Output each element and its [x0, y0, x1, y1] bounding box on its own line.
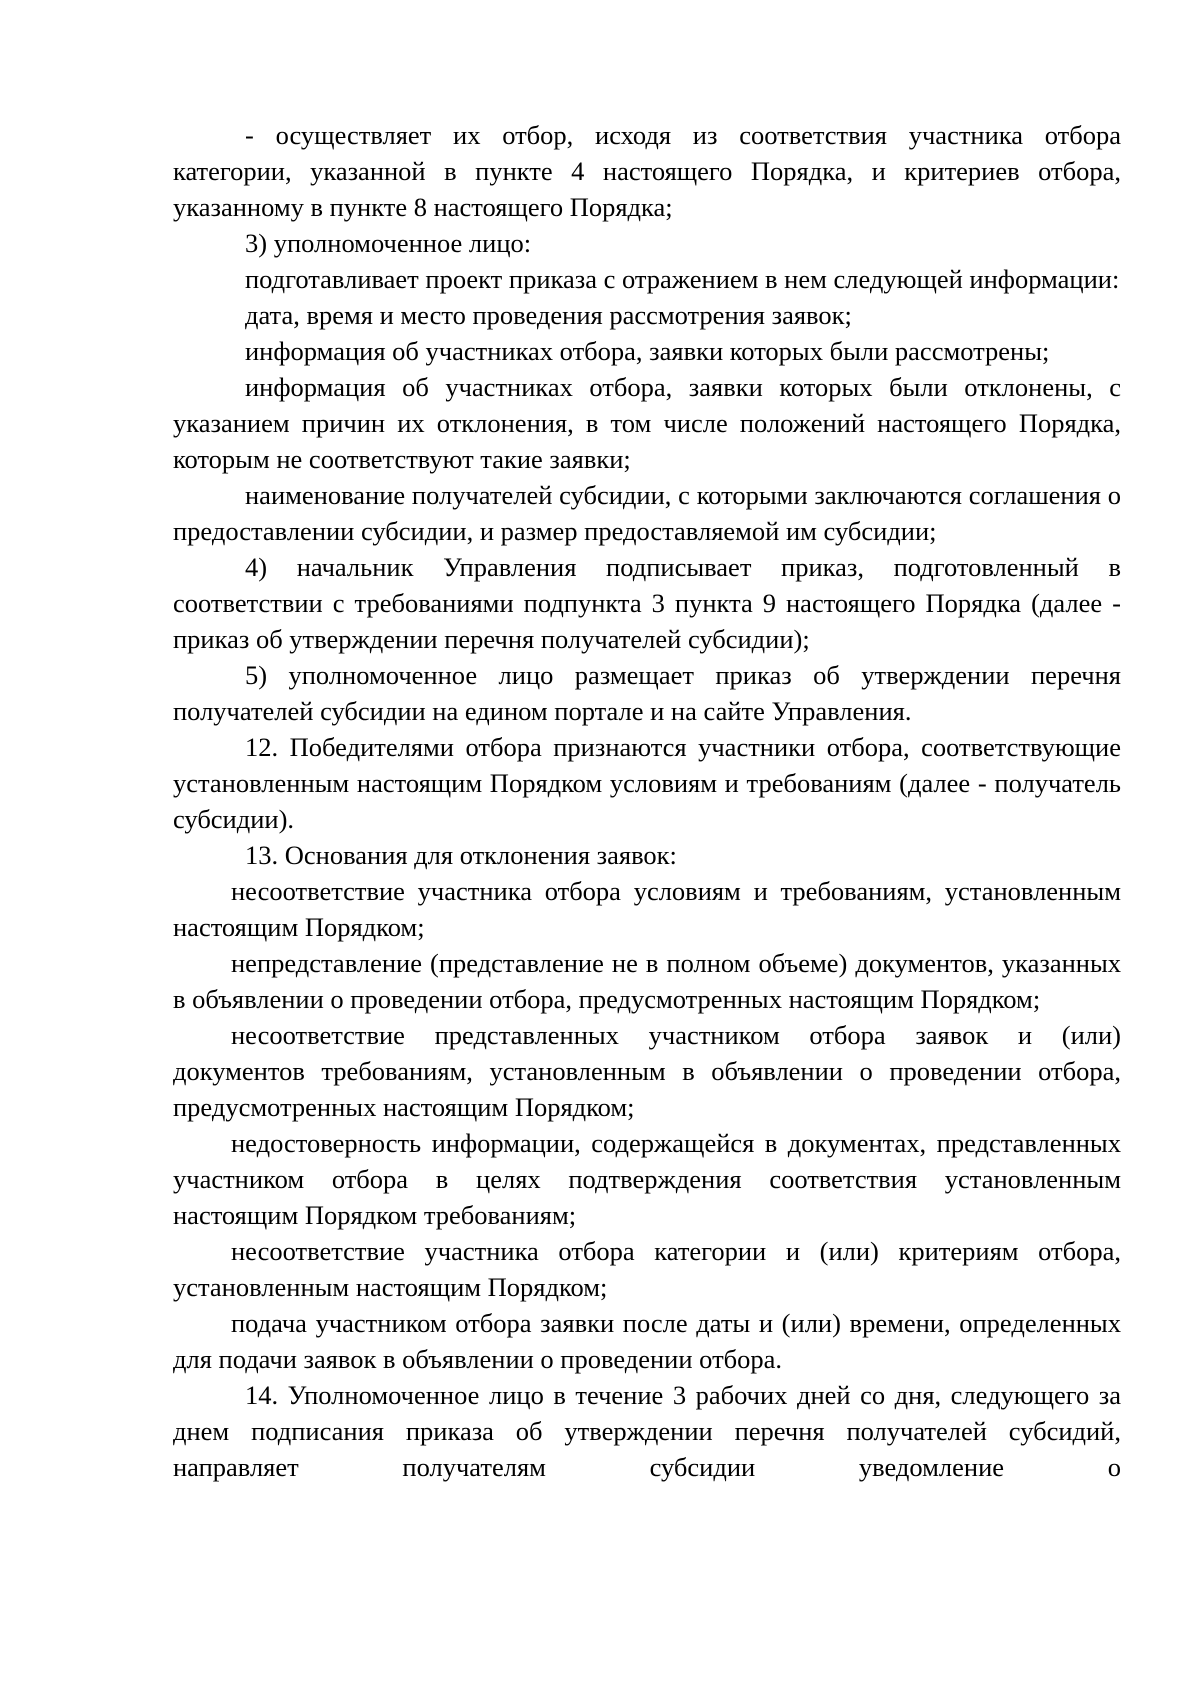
paragraph-draft-order: подготавливает проект приказа с отражением в нем следующей информации:: [245, 264, 1120, 294]
paragraph-rejection-missing-documents: непредставление (представление не в полном объеме) документов, указанных в объявлении о проведении отбора, предусмотренных настоящим Порядком;: [173, 948, 1121, 1014]
paragraph-reviewed-applications: информация об участниках отбора, заявки которых были рассмотрены;: [245, 336, 1050, 366]
paragraph-rejection-nonconformity: несоответствие участника отбора условиям и требованиям, установленным настоящим Порядком;: [173, 876, 1121, 942]
paragraph-section-14-notification: 14. Уполномоченное лицо в течение 3 рабочих дней со дня, следующего за днем подписания приказа об утверждении перечня получателей субсидий, направляет получателям субсидии уведомление о: [173, 1380, 1121, 1482]
paragraph-rejection-unreliable-info: недостоверность информации, содержащейся в документах, представленных участником отбора в целях подтверждения соответствия установленным настоящим Порядком требованиям;: [173, 1128, 1121, 1230]
paragraph-section-13-heading: 13. Основания для отклонения заявок:: [245, 840, 677, 870]
paragraph-item-3-heading: 3) уполномоченное лицо:: [245, 228, 532, 258]
paragraph-date-time-place: дата, время и место проведения рассмотрения заявок;: [245, 300, 852, 330]
paragraph-rejection-document-requirements: несоответствие представленных участником отбора заявок и (или) документов требованиям, установленным в объявлении о проведении отбора, предусмотренных настоящим Порядком;: [173, 1020, 1121, 1122]
paragraph-item-5-publication: 5) уполномоченное лицо размещает приказ об утверждении перечня получателей субсидии на едином портале и на сайте Управления.: [173, 660, 1121, 726]
paragraph-rejected-applications: информация об участниках отбора, заявки которых были отклонены, с указанием причин их отклонения, в том числе положений настоящего Порядка, которым не соответствуют такие заявки;: [173, 372, 1121, 474]
paragraph-item-4-signing: 4) начальник Управления подписывает приказ, подготовленный в соответствии с требованиями подпункта 3 пункта 9 настоящего Порядка (далее - приказ об утверждении перечня получателей субсидии);: [173, 552, 1121, 654]
paragraph-selection-criteria: - осуществляет их отбор, исходя из соответствия участника отбора категории, указанной в пункте 4 настоящего Порядка, и критериев отбора, указанному в пункте 8 настоящего Порядка;: [173, 120, 1121, 222]
paragraph-recipient-names: наименование получателей субсидии, с которыми заключаются соглашения о предоставлении субсидии, и размер предоставляемой им субсидии;: [173, 480, 1121, 546]
paragraph-rejection-late-submission: подача участником отбора заявки после даты и (или) времени, определенных для подачи заявок в объявлении о проведении отбора.: [173, 1308, 1121, 1374]
paragraph-section-12-winners: 12. Победителями отбора признаются участники отбора, соответствующие установленным настоящим Порядком условиям и требованиям (далее - получатель субсидии).: [173, 732, 1121, 834]
document-page: [173, 117, 1121, 1485]
paragraph-rejection-category-criteria: несоответствие участника отбора категории и (или) критериям отбора, установленным настоящим Порядком;: [173, 1236, 1121, 1302]
